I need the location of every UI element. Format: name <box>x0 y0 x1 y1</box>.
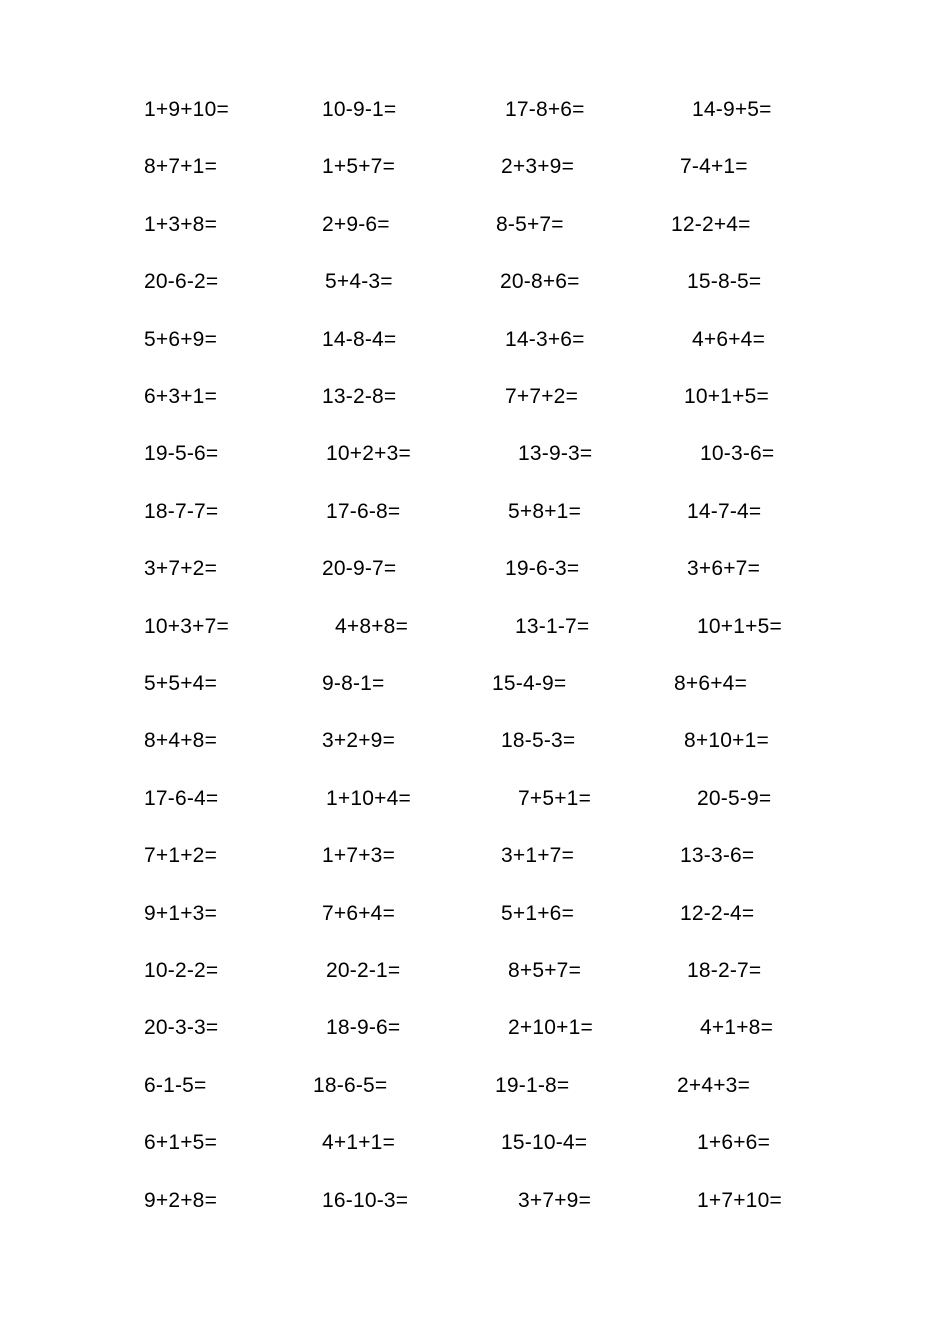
math-problem: 1+7+10= <box>697 1189 782 1212</box>
math-problem: 19-1-8= <box>495 1074 570 1097</box>
math-problem: 1+5+7= <box>322 155 396 178</box>
math-problem: 20-5-9= <box>697 787 772 810</box>
math-problem: 20-8+6= <box>500 270 580 293</box>
math-problem: 3+1+7= <box>501 844 575 867</box>
math-problem: 1+7+3= <box>322 844 396 867</box>
math-problem: 4+1+8= <box>700 1016 774 1039</box>
math-problem: 10+3+7= <box>144 615 229 638</box>
math-problem: 15-8-5= <box>687 270 762 293</box>
math-problem: 4+8+8= <box>335 615 409 638</box>
math-problem: 9-8-1= <box>322 672 385 695</box>
math-problem: 13-9-3= <box>518 442 593 465</box>
math-problem: 19-5-6= <box>144 442 219 465</box>
math-problem: 14-7-4= <box>687 500 762 523</box>
math-problem: 2+3+9= <box>501 155 575 178</box>
math-problem: 2+9-6= <box>322 213 390 236</box>
math-problem: 7+1+2= <box>144 844 218 867</box>
math-problem: 17-6-4= <box>144 787 219 810</box>
math-problem: 19-6-3= <box>505 557 580 580</box>
math-problem: 14-9+5= <box>692 98 772 121</box>
math-problem: 14-3+6= <box>505 328 585 351</box>
math-problem: 5+1+6= <box>501 902 575 925</box>
math-problem: 13-2-8= <box>322 385 397 408</box>
math-problem: 5+8+1= <box>508 500 582 523</box>
math-problem: 12-2+4= <box>671 213 751 236</box>
math-problem: 9+2+8= <box>144 1189 218 1212</box>
math-problem: 10+1+5= <box>697 615 782 638</box>
math-problem: 18-5-3= <box>501 729 576 752</box>
math-problem: 8+4+8= <box>144 729 218 752</box>
math-problem: 8+6+4= <box>674 672 748 695</box>
math-problem: 10+1+5= <box>684 385 769 408</box>
math-problem: 1+9+10= <box>144 98 229 121</box>
math-problem: 1+6+6= <box>697 1131 771 1154</box>
math-problem: 8+7+1= <box>144 155 218 178</box>
math-problem: 5+6+9= <box>144 328 218 351</box>
math-problem: 8+10+1= <box>684 729 769 752</box>
math-problem: 18-2-7= <box>687 959 762 982</box>
math-problem: 20-9-7= <box>322 557 397 580</box>
math-problem: 7+6+4= <box>322 902 396 925</box>
math-problem: 8-5+7= <box>496 213 564 236</box>
math-problem: 15-10-4= <box>501 1131 588 1154</box>
math-problem: 10-2-2= <box>144 959 219 982</box>
math-problem: 17-6-8= <box>326 500 401 523</box>
math-problem: 6+1+5= <box>144 1131 218 1154</box>
math-problem: 14-8-4= <box>322 328 397 351</box>
math-problem: 3+7+2= <box>144 557 218 580</box>
math-problem: 17-8+6= <box>505 98 585 121</box>
math-problem: 4+6+4= <box>692 328 766 351</box>
math-problem: 12-2-4= <box>680 902 755 925</box>
math-problem: 20-2-1= <box>326 959 401 982</box>
math-problem: 18-7-7= <box>144 500 219 523</box>
math-problem: 2+10+1= <box>508 1016 593 1039</box>
math-problem: 20-3-3= <box>144 1016 219 1039</box>
math-problem: 9+1+3= <box>144 902 218 925</box>
math-problem: 4+1+1= <box>322 1131 396 1154</box>
math-problem: 18-6-5= <box>313 1074 388 1097</box>
math-problem: 18-9-6= <box>326 1016 401 1039</box>
math-problem: 2+4+3= <box>677 1074 751 1097</box>
math-problem: 13-3-6= <box>680 844 755 867</box>
math-problem: 1+3+8= <box>144 213 218 236</box>
math-problem: 5+5+4= <box>144 672 218 695</box>
math-problem: 1+10+4= <box>326 787 411 810</box>
math-problem: 8+5+7= <box>508 959 582 982</box>
math-problem: 3+6+7= <box>687 557 761 580</box>
math-problem: 13-1-7= <box>515 615 590 638</box>
math-problem: 10-3-6= <box>700 442 775 465</box>
math-problem: 6+3+1= <box>144 385 218 408</box>
math-problem: 15-4-9= <box>492 672 567 695</box>
math-problem: 10+2+3= <box>326 442 411 465</box>
math-problem: 20-6-2= <box>144 270 219 293</box>
math-problem: 7+7+2= <box>505 385 579 408</box>
math-problem: 7+5+1= <box>518 787 592 810</box>
math-problem: 7-4+1= <box>680 155 748 178</box>
math-problem: 10-9-1= <box>322 98 397 121</box>
math-problem: 5+4-3= <box>325 270 393 293</box>
math-problem: 16-10-3= <box>322 1189 409 1212</box>
math-problem: 6-1-5= <box>144 1074 207 1097</box>
math-problem: 3+7+9= <box>518 1189 592 1212</box>
math-problem: 3+2+9= <box>322 729 396 752</box>
